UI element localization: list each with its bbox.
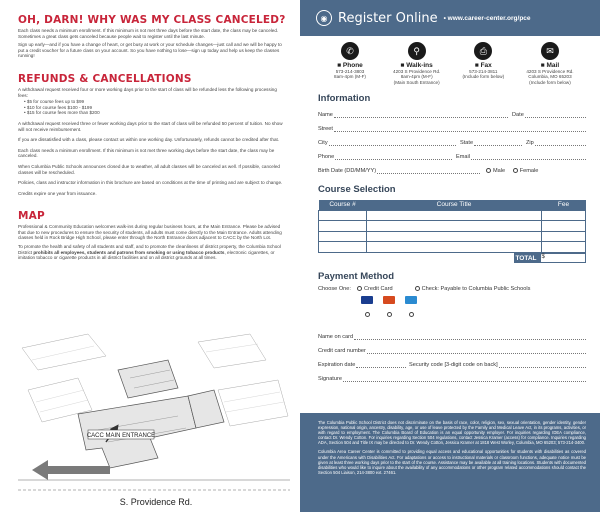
contact-fax [453,42,513,85]
security-code-field[interactable] [409,362,586,368]
city-field[interactable] [318,140,456,146]
entrance-label: CACC MAIN ENTRANCE [86,433,156,439]
credit-card-radio[interactable] [357,286,362,291]
register-online-banner[interactable] [300,0,600,36]
payment-heading: Payment Method [318,270,395,282]
date-label: Date [512,112,524,119]
direction-arrow-icon [32,460,110,480]
map-paragraph-1: Professional & Community Education welcomes walk-ins during regular business hours, at the Main Entrance. Please be advised that due to new procedures to ensure the security of students, all adults must come directly to the Main Entrance. Adults attending classes held in Rock Bridge High School, please enter through the North Entrance doors adjacent to CACC by the North Lot. [18,224,282,241]
fee-item: • $10 for course fees $100 - $199 [24,105,286,111]
col-course-number: Course # [319,200,367,210]
mastercard-radio[interactable] [387,312,392,317]
contact-mail [520,42,580,85]
signature-label: Signature [318,375,342,382]
currency-symbol: $ [541,253,545,260]
zip-field[interactable] [526,140,586,146]
map-section [18,210,286,261]
accessibility-paragraph: Columbia Area Career Center is committed to providing equal access and educational opportunities for students with disabilities as covered under the Americans with Disabilities Act. For adaptations or access to instructional materials or classroom functions, adequate notice must be given at least three working days prior to the start of the course. Assistance may be available at all training locations. Students with documented disabilities who would like to inquire about the availability of any accommodations or other program related accommodations should contact the Section 504 Liaison, 214-3800 ext. 27461. [318,449,586,475]
state-label: State [460,140,474,147]
zip-label: Zip [526,140,534,147]
information-heading: Information [318,93,371,105]
canceled-paragraph-2: Sign up early—and if you have a change of heart, or get busy at work or your schedule changes—just call and we will be happy to put a credit voucher for a future class on your account. So you have nothing to lose—sign up today and help us keep the classes running! [18,42,282,59]
refunds-dissatisfied: If you are dissatisfied with a class, please contact us within one working day. Unfortunately, refunds cannot be credited after that. [18,137,280,143]
refunds-enrollment: Each class needs a minimum enrollment. If this minimum is not met three working days before the start date, the class may be canceled. [18,147,275,159]
mail-icon: ✉ [541,42,559,60]
signature-field[interactable] [318,376,586,382]
female-label: Female [519,168,539,175]
contact-line: 573-214-3803 [335,69,365,74]
phone-icon: ✆ [341,42,359,60]
contact-label: ■ Mail [540,62,560,69]
check-label: Check: Payable to Columbia Public Schools [421,285,531,292]
canceled-section [18,14,286,59]
contact-line: (Main South Entrance) [393,79,440,85]
mastercard-option[interactable] [378,296,400,322]
security-code-label: Security code [3-digit code on back] [409,361,498,368]
refunds-heading: REFUNDS & CANCELLATIONS [18,72,192,85]
refunds-three-days: A withdrawal request received three or fewer working days prior to the start of class will be refunded 50 percent of tuition. No show will not receive reimbursement. [18,120,283,132]
visa-radio[interactable] [365,312,370,317]
female-radio[interactable] [513,168,518,173]
contact-line: 8am-4pm (M-F) [400,74,433,80]
col-course-title: Course Title [367,200,542,210]
course-selection-heading: Course Selection [318,184,396,196]
contact-line: Columbia, MO 65203 [528,74,572,80]
canceled-paragraph-1: Each class needs a minimum enrollment. If this minimum is not met three days before the start date, the class may be canceled. Sometimes a great class gets canceled because people wait to register until the last minute. [18,28,279,39]
mastercard-logo-icon [383,296,395,304]
male-label: Male [493,168,506,175]
information-form [300,104,600,174]
amex-option[interactable] [400,296,422,322]
map-p2-post: , electronic cigarettes, or imitation tobacco or cigarette products in all district facilities and on all district grounds at all times. [18,249,275,261]
payment-form [300,326,600,382]
nondiscrimination-footer [300,413,600,512]
amex-radio[interactable] [409,312,414,317]
contact-label: ■ Walk-ins [400,62,433,69]
map-paragraph-2 [18,244,286,261]
walk-in-icon: ⚲ [408,42,426,60]
register-url[interactable]: • www.career-center.org/pce [443,14,531,22]
refunds-credits: Credits expire one year from issuance. [18,190,97,196]
expiration-label: Expiration date [318,361,356,368]
total-amount[interactable] [540,253,586,263]
road-label: S. Providence Rd. [119,497,193,507]
street-field[interactable] [318,126,586,132]
phone-field[interactable] [318,154,452,160]
phone-label: Phone [318,154,335,161]
card-number-label: Credit card number [318,347,366,354]
mouse-icon: ◉ [316,10,332,26]
expiration-field[interactable] [318,362,406,368]
contact-label: ■ Fax [474,62,492,69]
contact-methods [300,36,600,85]
gender-radios [480,168,538,174]
fee-list [24,99,286,116]
visa-option[interactable] [356,296,378,322]
name-on-card-field[interactable] [318,334,586,340]
nondiscrimination-paragraph: The Columbia Public School District does not discriminate on the basis of race, color, religion, sex, sexual orientation, gender identity, gender expression, national origin, ancestry, disability, age, or use of leave protected by the Family and Medical Leave Act, in its programs, activities, or with regard to employment. The Columbia Board of Education is an equal opportunity employer. For inquiries regarding IDEA compliance, contact Dr. Wendy Cotton. For inquiries regarding Section 504 regulations, contact Jessica Kramer (access) for compliance. Inquiries regarding ADA, Section 504 and Title IX may be directed to Dr. Wendy Cotton, Jessica Kramer at 1818 West Worley, Columbia, MO 65203; 573-214-3400. [318,420,586,446]
fee-item: • $5 for course fees up to $99 [24,99,286,105]
campus-map [18,330,290,508]
card-options [356,296,600,322]
table-row[interactable] [319,231,586,242]
email-label: Email [456,154,470,161]
contact-line: 4203 S Providence Rd. [393,69,441,74]
map-p2-bold: prohibits all employees, students and patrons from smoking or using tobacco products [33,249,225,255]
canceled-heading: OH, DARN! WHY WAS MY CLASS CANCELED? [18,14,286,26]
birth-date-label: Birth Date (DD/MM/YY) [318,168,377,175]
street-label: Street [318,126,333,133]
refunds-weather: When Columbia Public Schools announces closed due to weather, all adult classes will be canceled as well. If possible, canceled classes will be rescheduled. [18,163,280,175]
name-label: Name [318,112,333,119]
amex-logo-icon [405,296,417,304]
name-on-card-label: Name on card [318,333,354,340]
contact-line: 4203 S Providence Rd. [526,69,574,74]
refunds-intro: A withdrawal request received four or more working days prior to the start of class will be refunded less the following processing fees: [18,86,277,98]
map-p2-pre: To promote the health and safety of all students and staff, and to promote the cleanliness of district property, the Columbia School District [18,244,281,255]
fee-item: • $15 for course fees more than $200 [24,110,286,116]
birth-date-field[interactable] [318,168,480,174]
total-row [319,252,586,263]
refunds-policies: Policies, class and instructor information in this brochure are based on conditions at the time of printing and are subject to change. [18,180,283,186]
date-field[interactable] [512,112,586,118]
contact-line: (Include form below) [462,74,505,80]
contact-line: 8am-4pm (M-F) [334,74,366,80]
table-row[interactable] [319,242,586,253]
email-field[interactable] [456,154,586,160]
refunds-section [18,73,286,196]
payment-choice [318,286,586,292]
table-row[interactable] [319,210,586,221]
register-online-title: Register Online [338,10,438,26]
credit-card-label: Credit Card [363,285,393,292]
check-radio[interactable] [415,286,420,291]
map-heading: MAP [18,210,45,223]
registration-form-column [300,0,600,512]
contact-walk-in [387,42,447,85]
choose-one-label: Choose One: [318,285,351,292]
course-table [318,200,586,263]
state-field[interactable] [460,140,522,146]
table-row[interactable] [319,221,586,232]
name-field[interactable] [318,112,508,118]
col-fee: Fee [542,200,586,210]
city-label: City [318,140,328,147]
contact-label: ■ Phone [337,62,363,69]
contact-phone [320,42,380,85]
contact-line: 573-214-3811 [469,69,498,74]
total-label: TOTAL [514,253,540,263]
contact-line: (Include form below) [529,79,571,85]
visa-logo-icon [361,296,373,304]
card-number-field[interactable] [318,348,586,354]
fax-icon: ⎙ [474,42,492,60]
male-radio[interactable] [486,168,491,173]
